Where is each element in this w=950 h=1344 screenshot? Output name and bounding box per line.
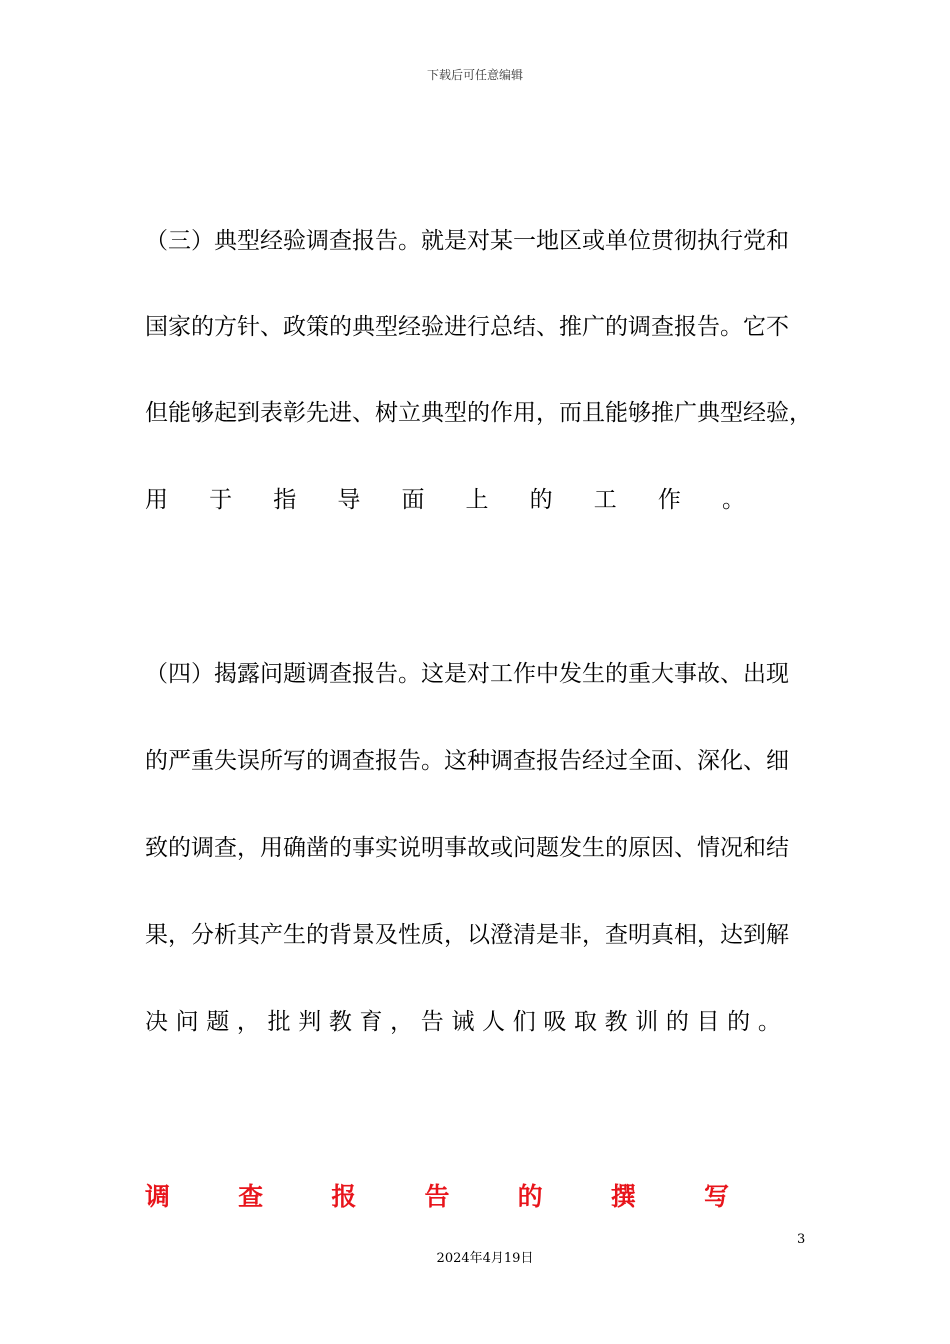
heading-char: 撰 [610, 1182, 636, 1211]
heading-char: 告 [424, 1182, 450, 1211]
spaced-char: 取 [573, 1009, 597, 1035]
section3-line-2: 国家的方针、政策的典型经验进行总结、推广的调查报告。它不 [145, 314, 789, 340]
footer-date: 2024年4月19日 [436, 1251, 534, 1266]
spaced-char: 。 [757, 1009, 781, 1035]
spaced-char: 诫 [451, 1009, 475, 1035]
spaced-char: 判 [298, 1009, 322, 1035]
spaced-char: 们 [512, 1009, 536, 1035]
spaced-char: 教 [328, 1009, 352, 1035]
heading-char: 调 [145, 1182, 171, 1211]
spaced-char: 吸 [543, 1009, 567, 1035]
spaced-char: 题 [206, 1009, 230, 1035]
spaced-char: 教 [604, 1009, 628, 1035]
heading-char: 查 [238, 1182, 264, 1211]
spaced-char: 上 [465, 487, 489, 513]
section3-line-1: （三）典型经验调查报告。就是对某一地区或单位贯彻执行党和 [145, 228, 789, 254]
spaced-char: 工 [593, 487, 617, 513]
section4-line-4: 果，分析其产生的背景及性质，以澄清是非，查明真相，达到解 [145, 922, 789, 948]
section4-line-5 [145, 1007, 781, 1037]
heading-char: 报 [331, 1182, 357, 1211]
spaced-char: 的 [529, 487, 553, 513]
spaced-char: 问 [175, 1009, 199, 1035]
section4-line-1: （四）揭露问题调查报告。这是对工作中发生的重大事故、出现 [145, 661, 789, 687]
section3-line-4 [145, 485, 745, 515]
heading-char: 写 [703, 1182, 729, 1211]
spaced-char: 作 [657, 487, 681, 513]
spaced-char: ， [390, 1009, 414, 1035]
spaced-char: 用 [145, 487, 168, 513]
spaced-char: 。 [721, 487, 745, 513]
section3-line-3: 但能够起到表彰先进、树立典型的作用，而且能够推广典型经验， [145, 400, 812, 426]
spaced-char: 人 [482, 1009, 506, 1035]
spaced-char: 训 [635, 1009, 659, 1035]
section-heading [145, 1181, 729, 1213]
page-number: 3 [797, 1232, 806, 1247]
spaced-char: 告 [420, 1009, 444, 1035]
spaced-char: 导 [337, 487, 361, 513]
spaced-char: 的 [727, 1009, 751, 1035]
spaced-char: 指 [273, 487, 297, 513]
spaced-char: 面 [401, 487, 425, 513]
spaced-char: 批 [267, 1009, 291, 1035]
spaced-char: 于 [209, 487, 233, 513]
spaced-char: 目 [696, 1009, 720, 1035]
heading-char: 的 [517, 1182, 543, 1211]
spaced-char: 的 [665, 1009, 689, 1035]
spaced-char: 决 [145, 1009, 168, 1035]
section4-line-2: 的严重失误所写的调查报告。这种调查报告经过全面、深化、细 [145, 748, 789, 774]
header-note: 下载后可任意编辑 [426, 68, 523, 82]
spaced-char: 育 [359, 1009, 383, 1035]
spaced-char: ， [236, 1009, 260, 1035]
section4-line-3: 致的调查，用确凿的事实说明事故或问题发生的原因、情况和结 [145, 835, 789, 861]
